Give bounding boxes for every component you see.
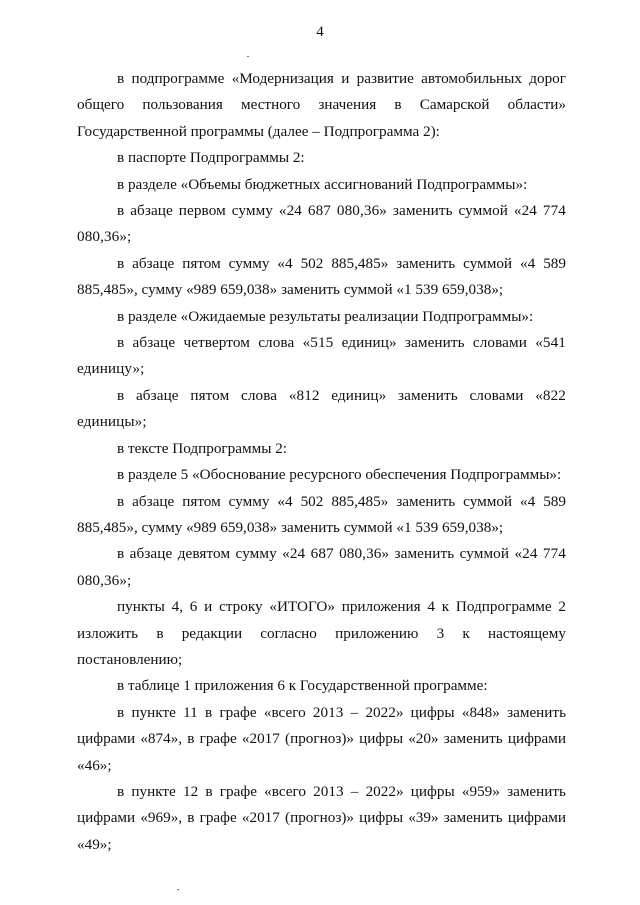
- paragraph-appendix-4: пункты 4, 6 и строку «ИТОГО» приложения 4 к Подпрограмме 2 изложить в редакции согласно приложению 3 к настоящему постановлению;: [77, 598, 566, 668]
- paragraph-fourth-abzac-words: в абзаце четвертом слова «515 единиц» заменить словами «541 единицу»;: [77, 334, 566, 378]
- scan-speck: [247, 56, 249, 57]
- page-number: 4: [316, 24, 324, 40]
- paragraph-section5-fifth-abzac: в абзаце пятом сумму «4 502 885,485» заменить суммой «4 589 885,485», сумму «989 659,038» заменить суммой «1 539 659,038»;: [77, 492, 566, 536]
- paragraph-subprogram-text: в тексте Подпрограммы 2:: [117, 439, 288, 457]
- paragraph-item-12: в пункте 12 в графе «всего 2013 – 2022» цифры «959» заменить цифрами «969», в графе «2017 (прогноз)» цифры «39» заменить цифрами «49»;: [77, 782, 566, 853]
- document-body: [77, 66, 566, 858]
- paragraph-passport: в паспорте Подпрограммы 2:: [117, 149, 305, 167]
- paragraph-subprogram-intro: в подпрограмме «Модернизация и развитие автомобильных дорог общего пользования местного значения в Самарской области» Государственной программы (далее – Подпрограмма 2):: [77, 70, 566, 140]
- paragraph-section-5: в разделе 5 «Обоснование ресурсного обеспечения Подпрограммы»:: [117, 466, 562, 484]
- paragraph-item-11: в пункте 11 в графе «всего 2013 – 2022» цифры «848» заменить цифрами «874», в графе «2017 (прогноз)» цифры «20» заменить цифрами «46»;: [77, 703, 566, 774]
- paragraph-ninth-abzac: в абзаце девятом сумму «24 687 080,36» заменить суммой «24 774 080,36»;: [77, 545, 566, 589]
- paragraph-table-1: в таблице 1 приложения 6 к Государственной программе:: [117, 677, 488, 695]
- paragraph-first-abzac: в абзаце первом сумму «24 687 080,36» заменить суммой «24 774 080,36»;: [77, 202, 566, 246]
- scan-speck: [177, 889, 179, 890]
- paragraph-fifth-abzac: в абзаце пятом сумму «4 502 885,485» заменить суммой «4 589 885,485», сумму «989 659,038» заменить суммой «1 539 659,038»;: [77, 254, 566, 299]
- paragraph-budget-section: в разделе «Объемы бюджетных ассигнований Подпрограммы»:: [117, 175, 528, 193]
- paragraph-results-section: в разделе «Ожидаемые результаты реализации Подпрограммы»:: [117, 307, 534, 325]
- paragraph-fifth-abzac-words: в абзаце пятом слова «812 единиц» заменить словами «822 единицы»;: [77, 386, 566, 431]
